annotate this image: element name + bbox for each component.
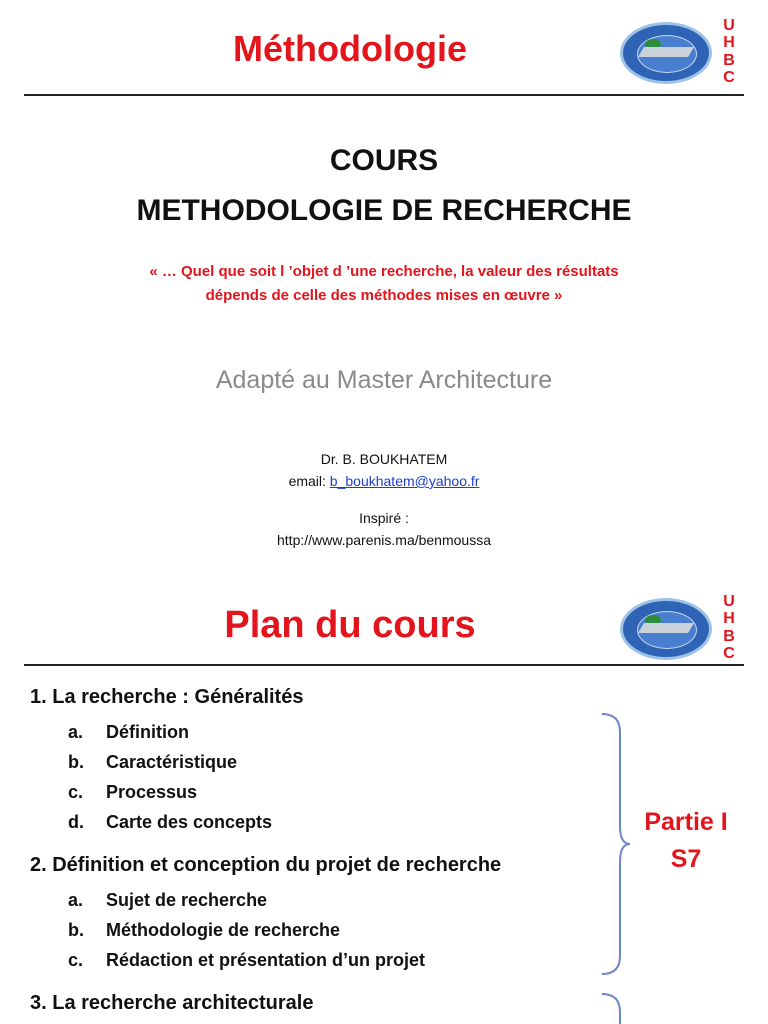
course-heading-subject: METHODOLOGIE DE RECHERCHE (136, 194, 632, 227)
university-logo (620, 18, 744, 86)
list-item: c. Rédaction et présentation d’un projet (68, 950, 426, 970)
author-name: Dr. B. BOUKHATEM (320, 451, 448, 467)
inspired-url: http://www.parenis.ma/benmoussa (277, 532, 491, 548)
logo-emblem (620, 22, 712, 84)
list-item: d. Carte des concepts (68, 812, 273, 832)
university-logo (620, 594, 744, 662)
author-email-line (0, 473, 768, 489)
list-item: c. Processus (68, 782, 198, 802)
list-item: a. Sujet de recherche (68, 890, 268, 910)
logo-letters: U H B C (723, 17, 735, 86)
plan-title: Plan du cours (224, 604, 476, 646)
quote-line-1: « … Quel que soit l ’objet d ’une recherche, la valeur des résultats (149, 263, 619, 280)
section-3-title: 3. La recherche architecturale (30, 992, 314, 1014)
list-item: b. Méthodologie de recherche (68, 920, 341, 940)
slide-title-heading: Méthodologie (233, 28, 467, 69)
email-label: email: (288, 473, 330, 489)
course-heading: COURS (329, 144, 439, 177)
section-2-title: 2. Définition et conception du projet de recherche (30, 854, 502, 876)
title-divider (24, 664, 744, 666)
list-item: b. Caractéristique (68, 752, 238, 772)
right-brace-icon (598, 990, 632, 1024)
subtitle: Adapté au Master Architecture (215, 366, 553, 394)
logo-emblem (620, 598, 712, 660)
part-label-line-2: S7 (670, 845, 702, 873)
logo-letters: U H B C (723, 593, 735, 662)
inspired-label: Inspiré : (359, 510, 409, 526)
section-1-title: 1. La recherche : Généralités (30, 686, 304, 708)
email-link[interactable]: b_boukhatem@yahoo.fr (329, 473, 480, 489)
quote-line-2: dépends de celle des méthodes mises en œuvre » (205, 287, 563, 304)
list-item: a. Définition (68, 722, 189, 742)
part-label (604, 804, 768, 878)
part-label-line-1: Partie I (644, 808, 728, 836)
title-divider (24, 94, 744, 96)
